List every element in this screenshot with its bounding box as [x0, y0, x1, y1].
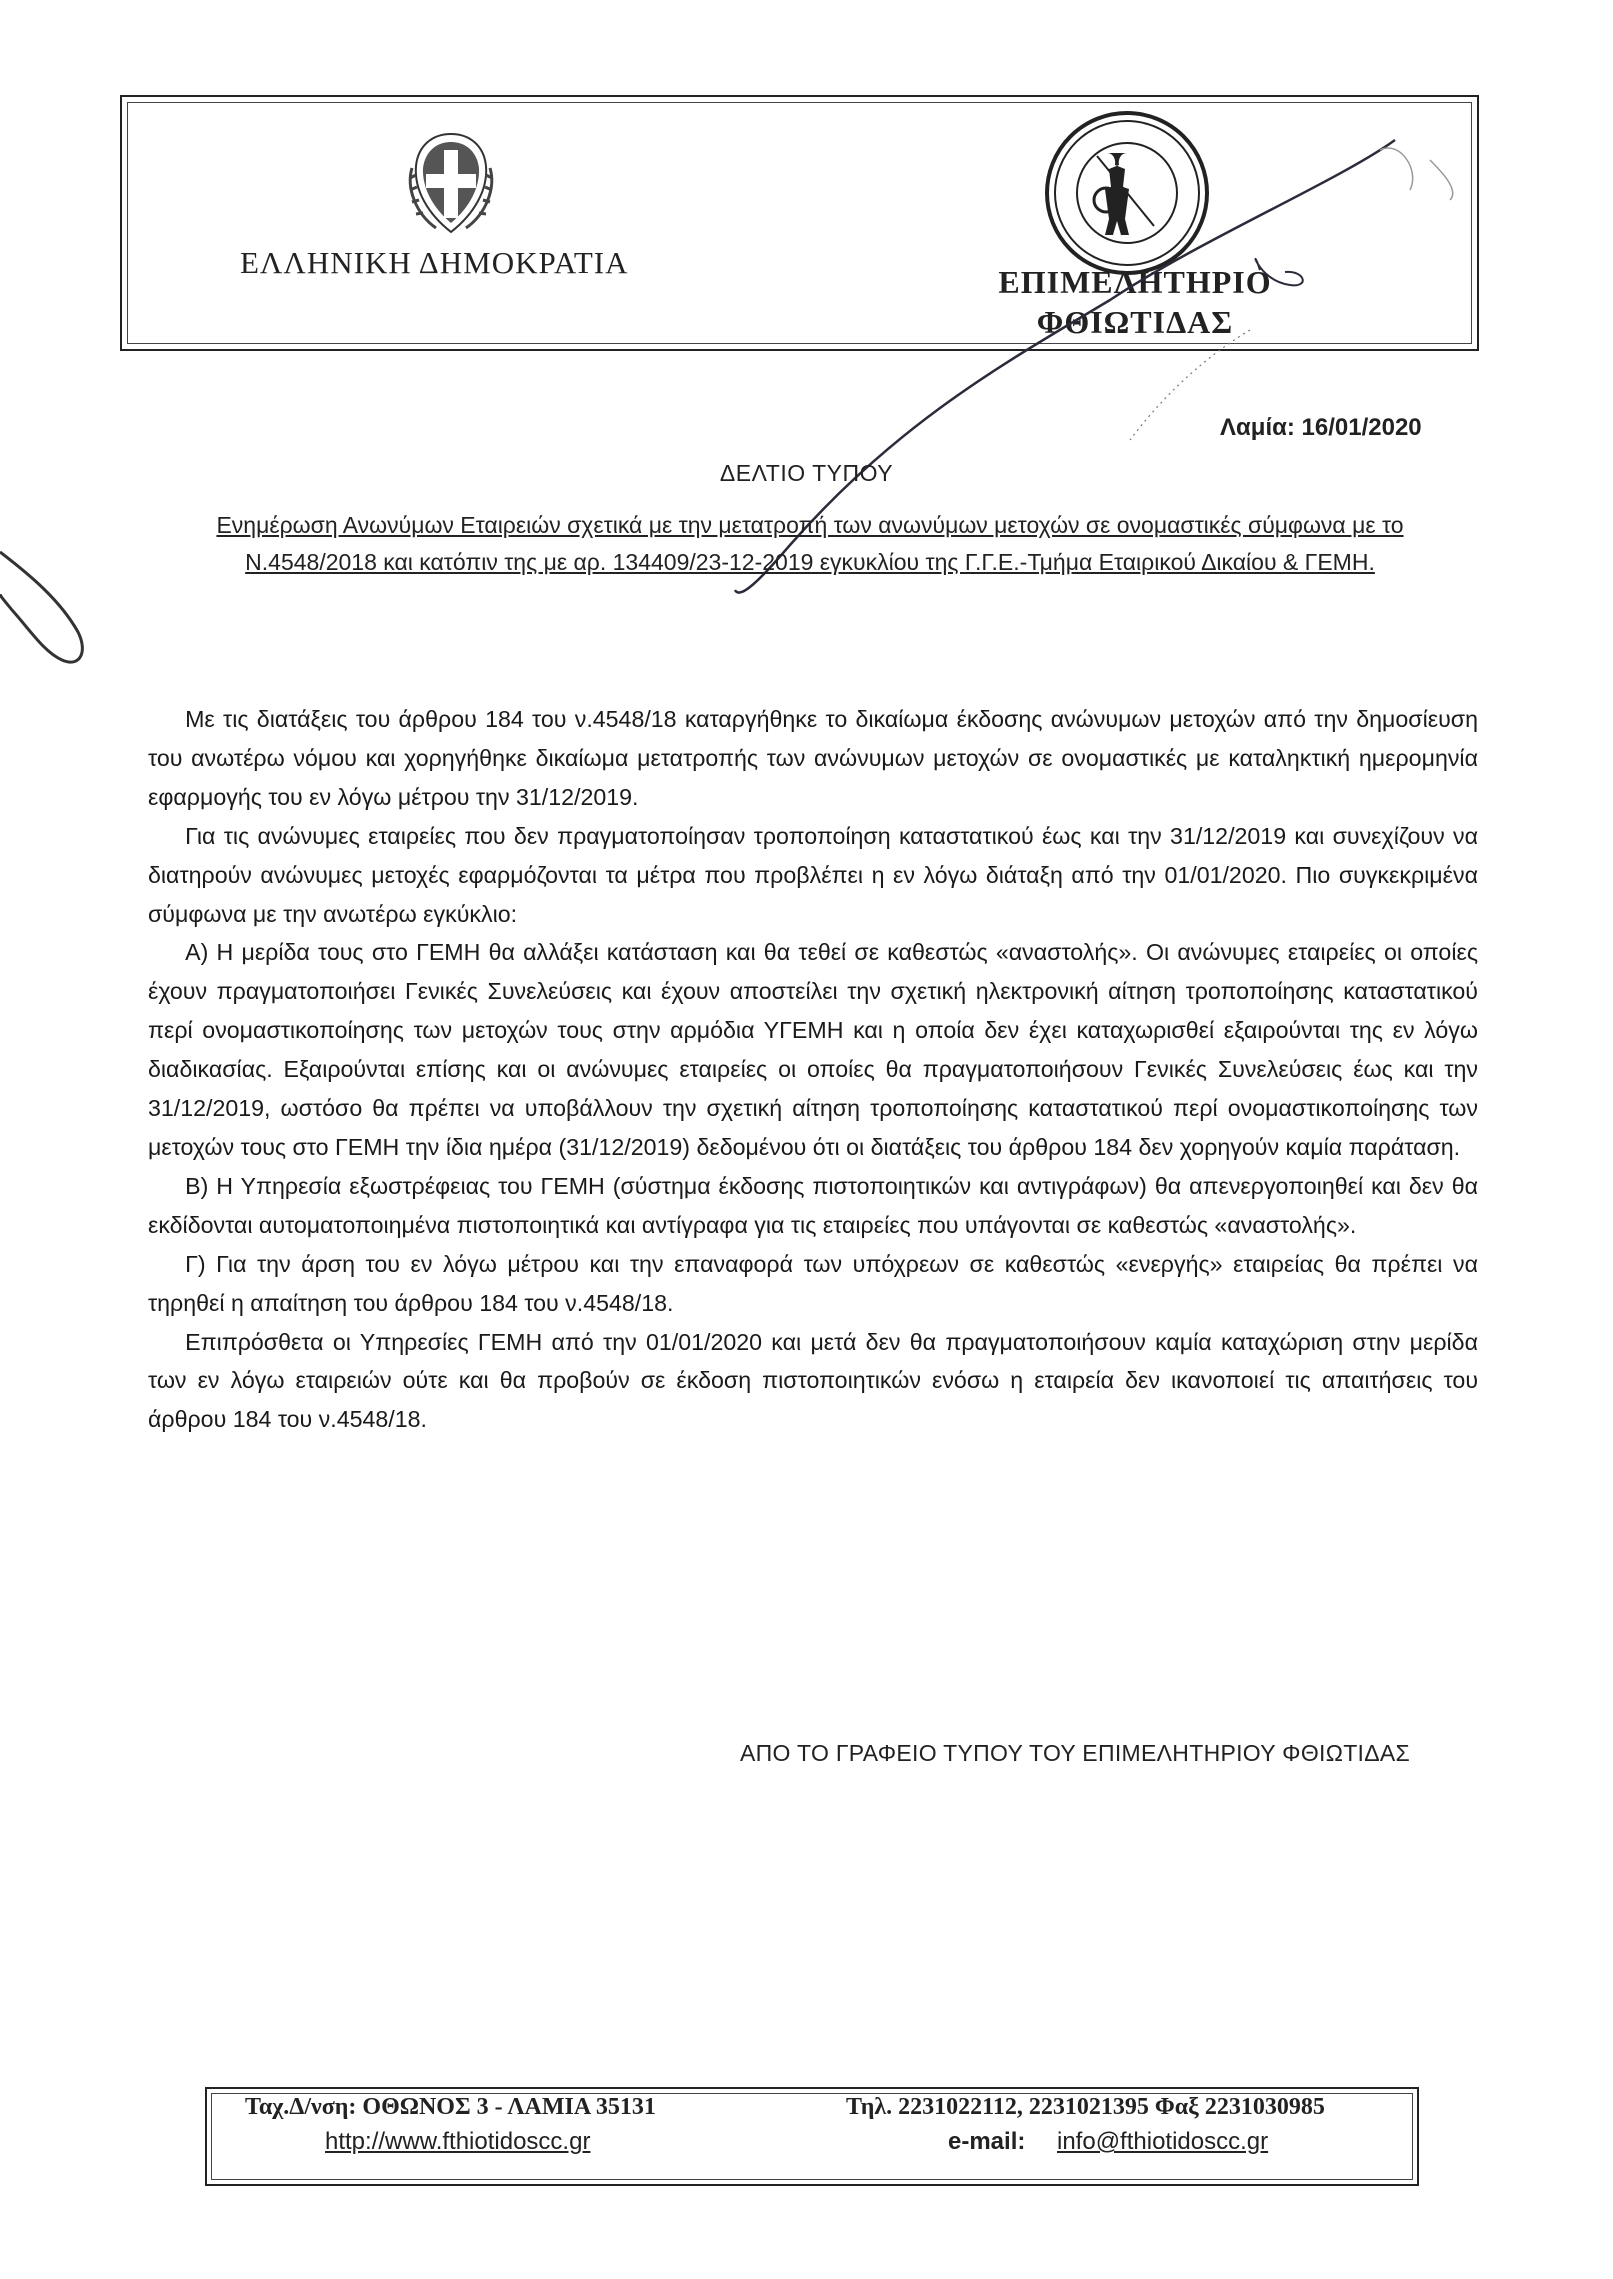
email-link[interactable]: info@fthiotidoscc.gr [1057, 2128, 1269, 2155]
footer-phones: Τηλ. 2231022112, 2231021395 Φαξ 2231030985 [846, 2094, 1325, 2120]
government-title: ΕΛΛΗΝΙΚΗ ΔΗΜΟΚΡΑΤΙΑ [240, 245, 629, 280]
chamber-seal-icon [1042, 108, 1212, 278]
body-paragraph: Με τις διατάξεις του άρθρου 184 του ν.4548/18 καταργήθηκε το δικαίωμα έκδοσης ανώνυμων μετοχών από την δημοσίευση του ανωτέρω νόμου και χορηγήθηκε δικαίωμα μετατροπής των ανώνυμων μετοχών σε ονομαστικές με καταληκτική ημερομηνία εφαρμογής του εν λόγω μέτρου την 31/12/2019. [148, 706, 1478, 810]
chamber-title-line1: ΕΠΙΜΕΛΗΤΗΡΙΟ [998, 264, 1272, 300]
chamber-title [985, 262, 1285, 342]
body-paragraph: Για τις ανώνυμες εταιρείες που δεν πραγματοποίησαν τροποποίηση καταστατικού έως και την 31/12/2019 και συνεχίζουν να διατηρούν ανώνυμες μετοχές εφαρμόζονται τα μέτρα που προβλέπει η εν λόγω διάταξη από την 01/01/2020. Πιο συγκεκριμένα σύμφωνα με την ανωτέρω εγκύκλιο: [148, 822, 1478, 927]
document-type: ΔΕΛΤΙΟ ΤΥΠΟΥ [719, 460, 894, 486]
footer-address: Ταχ.Δ/νση: ΟΘΩΝΟΣ 3 - ΛΑΜΙΑ 35131 [245, 2094, 656, 2120]
document-body [148, 700, 1478, 1439]
body-paragraph: Επιπρόσθετα οι Υπηρεσίες ΓΕΜΗ από την 01/01/2020 και μετά δεν θα πραγματοποιήσουν καμία καταχώριση στην μερίδα των εν λόγω εταιρειών ούτε και θα προβούν σε έκδοση πιστοποιητικών ενόσω η εταιρεία δεν ικανοποιεί τις απαιτήσεις του άρθρου 184 του ν.4548/18. [148, 1328, 1478, 1433]
coat-of-arms-icon [402, 128, 500, 238]
body-paragraph: Β) Η Υπηρεσία εξωστρέφειας του ΓΕΜΗ (σύστημα έκδοσης πιστοποιητικών και αντιγράφων) θα απενεργοποιηθεί και δεν θα εκδίδονται αυτοματοποιημένα πιστοποιητικά και αντίγραφα για τις εταιρείες που υπάγονται σε καθεστώς «αναστολής». [148, 1172, 1478, 1238]
body-paragraph: Α) Η μερίδα τους στο ΓΕΜΗ θα αλλάξει κατάσταση και θα τεθεί σε καθεστώς «αναστολής». Οι ανώνυμες εταιρείες οι οποίες έχουν πραγματοποιήσει Γενικές Συνελεύσεις και έχουν αποστείλει την σχετική ηλεκτρονική αίτηση τροποποίησης καταστατικού περί ονομαστικοποίησης των μετοχών τους στην αρμόδια ΥΓΕΜΗ και η οποία δεν έχει καταχωρισθεί εξαιρούνται της εν λόγω διαδικασίας. Εξαιρούνται επίσης και οι ανώνυμες εταιρείες οι οποίες θα πραγματοποιήσουν Γενικές Συνελεύσεις έως και την 31/12/2019, ωστόσο θα πρέπει να υποβάλλουν την σχετική αίτηση τροποποίησης καταστατικού περί ονομαστικοποίησης των μετοχών τους στο ΓΕΜΗ την ίδια ημέρα (31/12/2019) δεδομένου ότι οι διατάξεις του άρθρου 184 δεν χορηγούν καμία παράταση. [148, 939, 1478, 1160]
email-label: e-mail: [948, 2128, 1026, 2155]
document-subject: Ενημέρωση Ανωνύμων Εταιρειών σχετικά με την μετατροπή των ανωνύμων μετοχών σε ονομαστικές σύμφωνα με το Ν.4548/2018 και κατόπιν της με αρ. 134409/23-12-2019 εγκυκλίου της Γ.Γ.Ε.-Τμήμα Εταιρικού Δικαίου & ΓΕΜΗ. [216, 512, 1404, 575]
document-date: Λαμία: 16/01/2020 [1220, 414, 1422, 441]
body-paragraph: Γ) Για την άρση του εν λόγω μέτρου και την επαναφορά των υπόχρεων σε καθεστώς «ενεργής» εταιρείας θα πρέπει να τηρηθεί η απαίτηση του άρθρου 184 του ν.4548/18. [148, 1250, 1478, 1316]
website-link[interactable]: http://www.fthiotidoscc.gr [325, 2128, 591, 2155]
chamber-title-line2: ΦΘΙΩΤΙΔΑΣ [1036, 304, 1234, 340]
press-office-signature: ΑΠΟ ΤΟ ΓΡΑΦΕΙΟ ΤΥΠΟΥ ΤΟΥ ΕΠΙΜΕΛΗΤΗΡΙΟΥ ΦΘΙΩΤΙΔΑΣ [740, 1740, 1411, 1766]
